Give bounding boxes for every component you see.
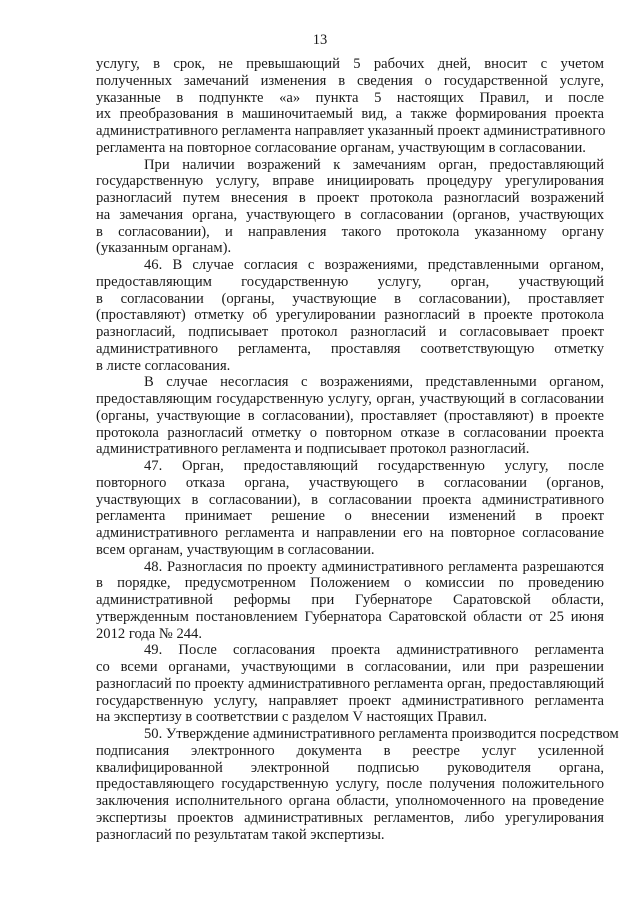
text-line: разногласий по проекту административного регламента орган, предоставляющий xyxy=(96,675,604,692)
text-line: экспертизы проектов административных регламентов, либо урегулирования xyxy=(96,809,604,826)
text-line: в порядке, предусмотренном Положением о комиссии по проведению xyxy=(96,575,604,592)
text-line: (органы, участвующие в согласовании), проставляет (проставляют) в проекте xyxy=(96,407,604,424)
text-line: всем органам, участвующим в согласовании. xyxy=(96,541,375,558)
text-line: В случае несогласия с возражениями, представленными органом, xyxy=(144,374,604,391)
text-line: разногласий по результатам такой экспертизы. xyxy=(96,826,385,843)
text-line: заключения исполнительного органа области, уполномоченного на проведение xyxy=(96,793,604,809)
text-line: 49. После согласования проекта административного регламента xyxy=(144,642,604,659)
text-line: в согласовании (органы, участвующие в согласовании), проставляет xyxy=(96,290,604,307)
text-line: утвержденным постановлением Губернатора Саратовской области от 25 июня xyxy=(96,608,604,625)
text-line: административного регламента и подписывает протокол разногласий. xyxy=(96,441,530,458)
text-line: 50. Утверждение административного регламента производится посредством xyxy=(144,726,619,742)
text-line: административной реформы при Губернаторе Саратовской области, xyxy=(96,592,604,608)
text-line: (проставляют) отметку об урегулировании разногласий в проекте протокола xyxy=(96,307,604,324)
text-line: квалифицированной электронной подписью руководителя органа, xyxy=(96,759,604,776)
text-line: административного регламента направляет указанный проект административного xyxy=(96,123,606,139)
text-line: услугу, в срок, не превышающий 5 рабочих дней, вносит с учетом xyxy=(96,56,604,72)
text-line: При наличии возражений к замечаниям орган, предоставляющий xyxy=(144,156,604,173)
document-body xyxy=(96,56,619,843)
text-line: административного регламента, проставляя соответствующую отметку xyxy=(96,340,604,357)
text-line: государственную услугу, направляет проект административного регламента xyxy=(96,692,604,709)
page-number: 13 xyxy=(312,32,328,48)
text-line: в листе согласования. xyxy=(96,357,231,374)
text-line: со всеми органами, участвующими в согласовании, или при разрешении xyxy=(96,659,604,675)
text-line: подписания электронного документа в реестре услуг усиленной xyxy=(96,742,604,759)
text-line: предоставляющего государственную услугу, после получения положительного xyxy=(96,776,604,793)
text-line: административного регламента и направлении его на повторное согласование xyxy=(96,525,604,541)
text-line: 48. Разногласия по проекту административного регламента разрешаются xyxy=(144,558,604,575)
text-line: на экспертизу в соответствии с разделом V настоящих Правил. xyxy=(96,709,488,726)
text-line: указанные в подпункте «а» пункта 5 настоящих Правил, и после xyxy=(96,89,604,106)
text-line: (указанным органам). xyxy=(96,240,232,257)
paragraph xyxy=(96,458,604,559)
text-line: участвующих в согласовании), в согласовании проекта административного xyxy=(96,491,604,508)
text-line: регламента принимает решение о внесении изменений в проект xyxy=(96,508,604,525)
text-line: 47. Орган, предоставляющий государственную услугу, после xyxy=(144,458,604,474)
text-line: полученных замечаний изменения в сведения о государственной услуге, xyxy=(96,72,604,89)
paragraph xyxy=(96,257,604,374)
text-line: 46. В случае согласия с возражениями, представленными органом, xyxy=(144,257,604,273)
text-line: регламента на повторное согласование органам, участвующим в согласовании. xyxy=(96,139,586,156)
text-line: предоставляющим государственную услугу, орган, участвующий xyxy=(96,273,604,290)
text-line: государственную услугу, вправе инициировать процедуру урегулирования xyxy=(96,173,604,190)
paragraph xyxy=(96,726,619,843)
paragraph xyxy=(96,157,604,258)
paragraph xyxy=(96,56,604,157)
text-line: разногласий путем внесения в проект протокола разногласий возражений xyxy=(96,190,604,206)
text-line: повторного отказа органа, участвующего в согласовании (органов, xyxy=(96,474,604,491)
paragraph xyxy=(96,642,604,726)
paragraph xyxy=(96,374,604,458)
text-line: предоставляющим государственную услугу, орган, участвующий в согласовании xyxy=(96,391,604,407)
text-line: их преобразования в машиночитаемый вид, а также формирования проекта xyxy=(96,106,604,123)
text-line: разногласий, подписывает протокол разногласий и согласовывает проект xyxy=(96,324,604,340)
text-line: протокола разногласий отметку о повторном отказе в согласовании проекта xyxy=(96,424,604,441)
text-line: в согласовании), и направления такого протокола указанному органу xyxy=(96,223,604,240)
text-line: 2012 года № 244. xyxy=(96,625,202,642)
text-line: на замечания органа, участвующего в согласовании (органов, участвующих xyxy=(96,206,604,223)
paragraph xyxy=(96,559,604,643)
